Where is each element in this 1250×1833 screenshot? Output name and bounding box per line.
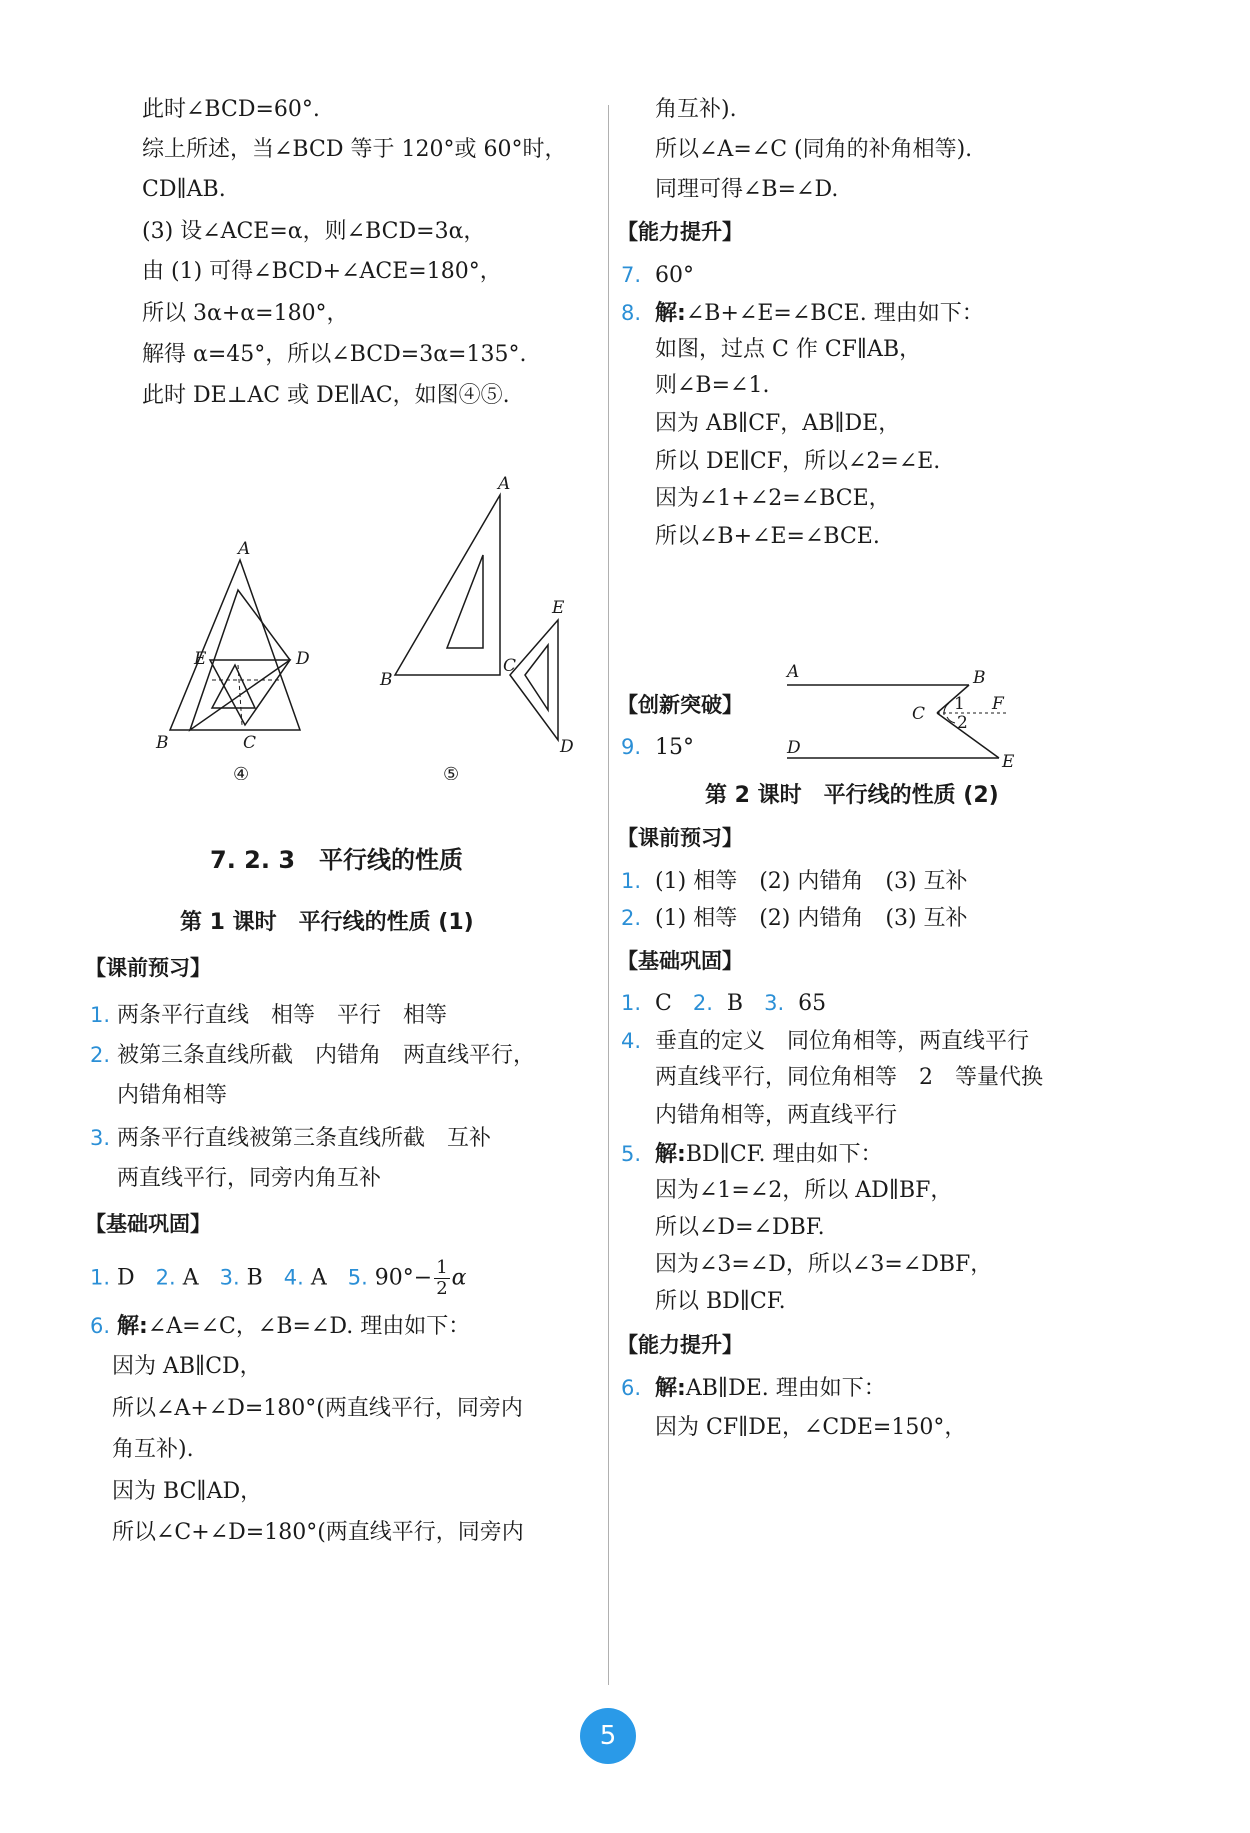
item-text: 被第三条直线所截 内错角 两直线平行，: [117, 1043, 536, 1068]
fraction: [434, 1258, 449, 1299]
fig5-label-c: C: [503, 656, 517, 676]
item-text: 65: [798, 991, 827, 1016]
item-number: 3.: [90, 1126, 111, 1150]
fig8-label-a: A: [787, 662, 800, 682]
text-line: 因为 AB∥CF，AB∥DE，: [655, 411, 901, 436]
text-line: 此时 DE⊥AC 或 DE∥AC，如图④⑤.: [142, 383, 510, 408]
fig8-angle-2: 2: [957, 713, 968, 733]
fig8-angle-1: 1: [954, 694, 965, 714]
item-number: 5.: [347, 1265, 368, 1290]
item-number: 4.: [621, 1029, 642, 1053]
fig4-label-e: E: [194, 649, 207, 669]
text-line: 所以 DE∥CF，所以∠2=∠E.: [655, 449, 941, 474]
fig8-label-f: F: [992, 694, 1004, 714]
fig8-label-b: B: [973, 668, 986, 688]
item-number: 2.: [90, 1043, 111, 1067]
list-item: [90, 1040, 535, 1071]
item-number: 4.: [283, 1265, 304, 1290]
item-number: 9.: [621, 735, 642, 759]
item-text: (1) 相等 (2) 内错角 (3) 互补: [655, 869, 968, 894]
item-number: 8.: [621, 301, 642, 325]
item-text: D: [117, 1265, 135, 1291]
item-number: 1.: [90, 1265, 111, 1290]
lesson-title: 第 1 课时 平行线的性质 (1): [180, 910, 474, 935]
section-head: 【创新突破】: [617, 693, 743, 717]
item-text: 15°: [655, 735, 695, 760]
item-text: A: [310, 1265, 327, 1291]
list-item: [621, 260, 694, 291]
item-number: 2.: [621, 906, 642, 930]
text-line: 所以 BD∥CF.: [655, 1289, 786, 1314]
item-text: α: [451, 1265, 467, 1291]
figure-8-parallel-lines: [777, 655, 1037, 775]
text-line: 所以∠B+∠E=∠BCE.: [655, 524, 880, 549]
text-line: 因为∠1+∠2=∠BCE，: [655, 486, 891, 511]
list-item: [621, 903, 968, 934]
item-number: 6.: [621, 1376, 642, 1400]
section-head: 【基础巩固】: [617, 949, 743, 973]
text-line: 角互补).: [655, 97, 737, 122]
item-text: BD∥CF. 理由如下：: [685, 1142, 883, 1167]
text-line: 同理可得∠B=∠D.: [655, 177, 839, 202]
fig8-label-e: E: [1002, 752, 1015, 772]
item-text: B: [246, 1265, 263, 1291]
item-number: 2.: [155, 1265, 176, 1290]
fig4-label-b: B: [156, 733, 169, 753]
item-number: 1.: [621, 991, 642, 1015]
text-line: CD∥AB.: [142, 177, 226, 202]
text-line: 综上所述，当∠BCD 等于 120°或 60°时，: [142, 137, 567, 162]
item-text: 两条平行直线被第三条直线所截 互补: [117, 1126, 492, 1151]
list-item: [621, 1026, 1029, 1057]
fig4-label-d: D: [296, 649, 310, 669]
text-line: 如图，过点 C 作 CF∥AB，: [655, 337, 922, 362]
text-line: 解得 α=45°，所以∠BCD=3α=135°.: [142, 342, 527, 367]
list-item: [621, 298, 984, 329]
text-line: 因为 CF∥DE，∠CDE=150°，: [655, 1415, 967, 1440]
text-line: 因为 AB∥CD，: [112, 1354, 262, 1379]
text-line: 所以 3α+α=180°，: [142, 301, 349, 326]
solution-lead: 解:: [655, 1142, 686, 1167]
list-item: [90, 1311, 470, 1342]
fig4-label-a: A: [238, 539, 251, 559]
item-number: 6.: [90, 1314, 111, 1338]
fig8-label-d: D: [787, 738, 801, 758]
fig5-label-b: B: [380, 670, 393, 690]
item-number: 7.: [621, 263, 642, 287]
section-title: 7. 2. 3 平行线的性质: [210, 846, 464, 874]
solution-lead: 解:: [655, 1376, 686, 1401]
text-line: 则∠B=∠1.: [655, 373, 770, 398]
figure-4-triangles: [150, 530, 360, 780]
item-text: 60°: [655, 263, 695, 288]
item-number: 5.: [621, 1142, 642, 1166]
item-text: AB∥DE. 理由如下：: [685, 1376, 886, 1401]
item-text: 垂直的定义 同位角相等，两直线平行: [655, 1029, 1030, 1054]
list-item: [621, 866, 968, 897]
text-line: 因为∠3=∠D，所以∠3=∠DBF，: [655, 1252, 993, 1277]
figure-5-triangles: [360, 475, 600, 780]
page-number-badge: [580, 1708, 636, 1764]
fig5-caption: ⑤: [443, 764, 460, 780]
list-item: [621, 1139, 883, 1170]
item-text: B: [726, 991, 744, 1016]
list-item: [90, 1258, 467, 1299]
section-head: 【课前预习】: [85, 956, 211, 980]
item-number: 2.: [692, 991, 713, 1015]
list-item: [90, 1000, 447, 1031]
section-head: 【能力提升】: [617, 220, 743, 244]
item-number: 1.: [621, 869, 642, 893]
solution-lead: 解:: [117, 1314, 148, 1339]
text-line: 两直线平行，同旁内角互补: [117, 1166, 382, 1191]
text-line: 此时∠BCD=60°.: [142, 97, 320, 122]
item-text: C: [655, 991, 672, 1016]
list-item: [621, 988, 826, 1019]
fig5-label-a: A: [498, 475, 511, 494]
item-number: 1.: [90, 1003, 111, 1027]
column-divider: [608, 105, 609, 1685]
page-number: 5: [599, 1721, 617, 1751]
item-number: 3.: [764, 991, 785, 1015]
item-text: 90°−: [374, 1265, 433, 1291]
text-line: 所以∠D=∠DBF.: [655, 1215, 825, 1240]
list-item: [621, 732, 694, 763]
text-line: 所以∠A=∠C (同角的补角相等).: [655, 137, 973, 162]
fig5-label-d: D: [560, 737, 574, 757]
text-line: (3) 设∠ACE=α，则∠BCD=3α，: [142, 219, 486, 244]
fig5-label-e: E: [552, 598, 565, 618]
section-head: 【能力提升】: [617, 1333, 743, 1357]
text-line: 所以∠A+∠D=180°(两直线平行，同旁内: [112, 1396, 523, 1421]
fig4-caption: ④: [233, 764, 250, 780]
section-head: 【基础巩固】: [85, 1212, 211, 1236]
list-item: [621, 1373, 886, 1404]
item-text: ∠A=∠C，∠B=∠D. 理由如下：: [147, 1314, 471, 1339]
text-line: 所以∠C+∠D=180°(两直线平行，同旁内: [112, 1520, 524, 1545]
section-head: 【课前预习】: [617, 826, 743, 850]
list-item: [90, 1123, 491, 1154]
text-line: 内错角相等，两直线平行: [655, 1103, 898, 1128]
text-line: 因为 BC∥AD，: [112, 1479, 263, 1504]
lesson-title: 第 2 课时 平行线的性质 (2): [705, 783, 999, 808]
text-line: 内错角相等: [117, 1083, 228, 1108]
item-number: 3.: [219, 1265, 240, 1290]
text-line: 由 (1) 可得∠BCD+∠ACE=180°，: [142, 259, 502, 284]
item-text: A: [182, 1265, 199, 1291]
solution-lead: 解:: [655, 301, 686, 326]
text-line: 因为∠1=∠2，所以 AD∥BF，: [655, 1178, 953, 1203]
text-line: 角互补).: [112, 1437, 194, 1462]
fraction-denominator: 2: [436, 1278, 448, 1299]
item-text: (1) 相等 (2) 内错角 (3) 互补: [655, 906, 968, 931]
fig8-label-c: C: [912, 704, 926, 724]
fig4-label-c: C: [243, 733, 257, 753]
item-text: 两条平行直线 相等 平行 相等: [117, 1003, 448, 1028]
text-line: 两直线平行，同位角相等 2 等量代换: [655, 1065, 1043, 1090]
item-text: ∠B+∠E=∠BCE. 理由如下：: [685, 301, 984, 326]
fraction-numerator: 1: [436, 1257, 448, 1278]
